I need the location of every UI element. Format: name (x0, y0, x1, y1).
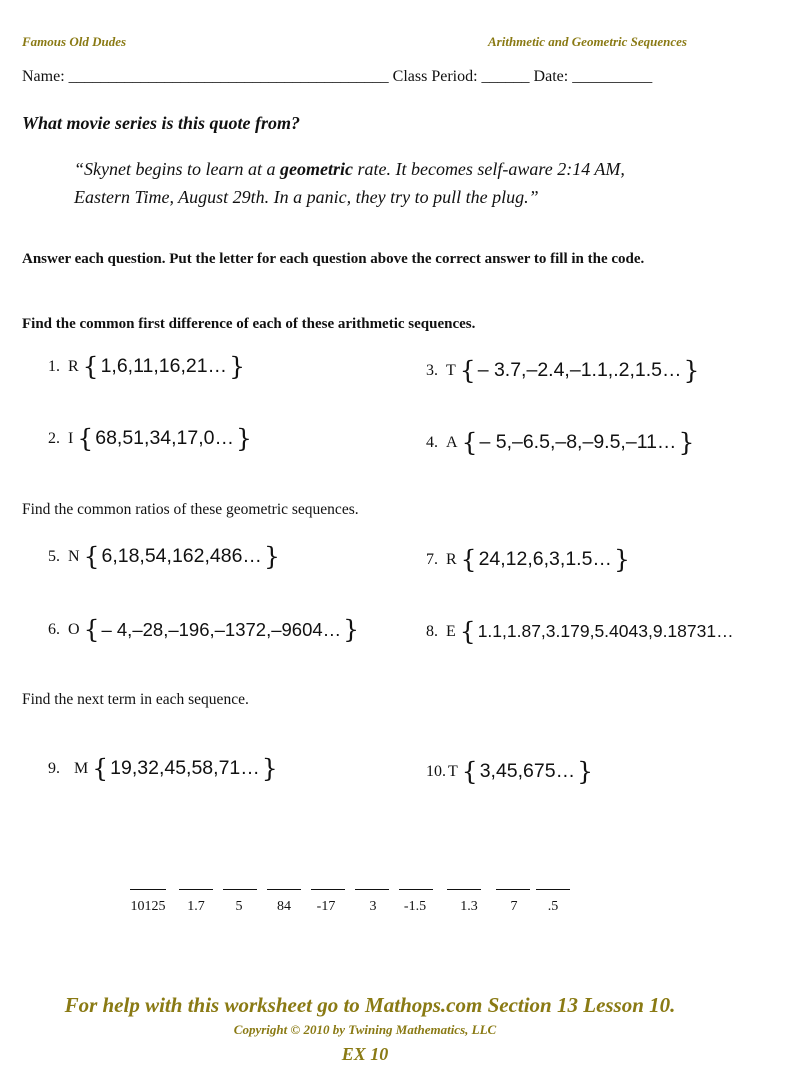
answer-blank (179, 889, 213, 890)
right-brace: } (263, 542, 280, 571)
right-brace: } (261, 754, 278, 783)
problem-4 (426, 430, 694, 455)
answer-blank (447, 889, 481, 890)
answer-value: 3 (369, 899, 377, 914)
right-brace: } (343, 615, 360, 644)
header-left: Famous Old Dudes (22, 34, 127, 49)
left-brace: { (459, 617, 476, 646)
answer-blank (267, 889, 301, 890)
answer-blank (130, 889, 166, 890)
section-next-term: Find the next term in each sequence. (22, 691, 249, 708)
left-brace: { (460, 545, 477, 574)
answer-value: 1.7 (187, 899, 205, 914)
answer-blank (536, 889, 570, 890)
left-brace: { (83, 542, 100, 571)
sequence: 1.1,1.87,3.179,5.4043,9.18731… (477, 621, 734, 641)
problem-letter: R (446, 550, 457, 568)
problem-letter: I (68, 429, 74, 447)
sequence: 3,45,675… (479, 760, 576, 782)
answer-value: 7 (510, 899, 518, 914)
sequence: 1,6,11,16,21… (100, 355, 228, 377)
header-right: Arithmetic and Geometric Sequences (488, 34, 687, 49)
answer-value: 5 (235, 899, 243, 914)
left-brace: { (82, 352, 99, 381)
answer-value: 1.3 (460, 899, 478, 914)
problem-5 (48, 544, 280, 569)
left-brace: { (461, 757, 478, 786)
sequence: – 4,–28,–196,–1372,–9604… (101, 618, 342, 640)
problem-letter: T (446, 361, 456, 379)
problem-9 (48, 756, 278, 781)
problem-number: 6. (48, 620, 60, 638)
answer-blank (223, 889, 257, 890)
right-brace: } (236, 424, 252, 453)
problem-8 (426, 619, 736, 644)
sequence: – 5,–6.5,–8,–9.5,–11… (479, 431, 677, 453)
problem-number: 9. (48, 759, 60, 777)
instructions: Answer each question. Put the letter for each question above the correct answer to fill in the code. (22, 251, 645, 267)
right-brace: } (683, 356, 700, 385)
quote-line-1-pre: “Skynet begins to learn at a (74, 159, 280, 179)
footer-copyright: Copyright © 2010 by Twining Mathematics, LLC (233, 1022, 497, 1037)
quote-question: What movie series is this quote from? (22, 113, 301, 133)
quote-line-2: Eastern Time, August 29th. In a panic, they try to pull the plug.” (74, 187, 539, 207)
answer-value: -1.5 (403, 899, 427, 914)
answer-blank (399, 889, 433, 890)
section-geometric: Find the common ratios of these geometric sequences. (22, 501, 359, 518)
problem-7 (426, 547, 630, 572)
quote-line-1 (74, 155, 625, 183)
name-line: Name: ________________________________________ Class Period: ______ Date: __________ (22, 68, 653, 85)
right-brace: } (577, 757, 593, 786)
problem-number: 4. (426, 433, 438, 451)
problem-number: 8. (426, 622, 438, 640)
left-brace: { (77, 424, 94, 453)
problem-10 (426, 759, 593, 784)
problem-number: 2. (48, 429, 60, 447)
left-brace: { (83, 615, 100, 644)
sequence: – 3.7,–2.4,–1.1,.2,1.5… (477, 359, 682, 381)
answer-value: 84 (277, 899, 291, 914)
answer-blank (355, 889, 389, 890)
right-brace: } (613, 545, 630, 574)
problem-letter: M (74, 759, 89, 777)
footer-help-text: For help with this worksheet go to Mathops.com Section 13 Lesson 10. (64, 993, 676, 1017)
answer-blank (496, 889, 530, 890)
right-brace: } (229, 352, 245, 381)
section-arithmetic: Find the common first difference of each of these arithmetic sequences. (22, 316, 476, 332)
sequence: 24,12,6,3,1.5… (478, 548, 612, 570)
footer-exercise-code: EX 10 (341, 1044, 389, 1064)
problem-letter: O (68, 620, 80, 638)
quote-bold-word: geometric (279, 159, 353, 179)
sequence: 68,51,34,17,0… (95, 427, 235, 449)
problem-number: 7. (426, 550, 438, 568)
problem-number: 5. (48, 547, 60, 565)
problem-letter: E (446, 622, 456, 640)
problem-1 (48, 354, 245, 379)
problem-number: 1. (48, 357, 60, 375)
answer-blank (311, 889, 345, 890)
left-brace: { (459, 356, 476, 385)
problem-2 (48, 426, 252, 451)
answer-value: -17 (316, 899, 336, 914)
problem-letter: A (446, 433, 458, 451)
quote-line-1-post: rate. It becomes self-aware 2:14 AM, (352, 159, 625, 179)
answer-value: .5 (547, 899, 559, 914)
problem-3 (426, 358, 699, 383)
sequence: 6,18,54,162,486… (101, 545, 262, 567)
left-brace: { (92, 754, 109, 783)
problem-6 (48, 617, 359, 642)
problem-number: 10. (426, 762, 446, 780)
left-brace: { (461, 428, 478, 457)
problem-letter: R (68, 357, 79, 375)
problem-number: 3. (426, 361, 438, 379)
right-brace: } (678, 428, 695, 457)
answer-value: 10125 (130, 899, 166, 914)
problem-letter: T (448, 762, 458, 780)
sequence: 19,32,45,58,71… (110, 757, 260, 779)
problem-letter: N (68, 547, 80, 565)
